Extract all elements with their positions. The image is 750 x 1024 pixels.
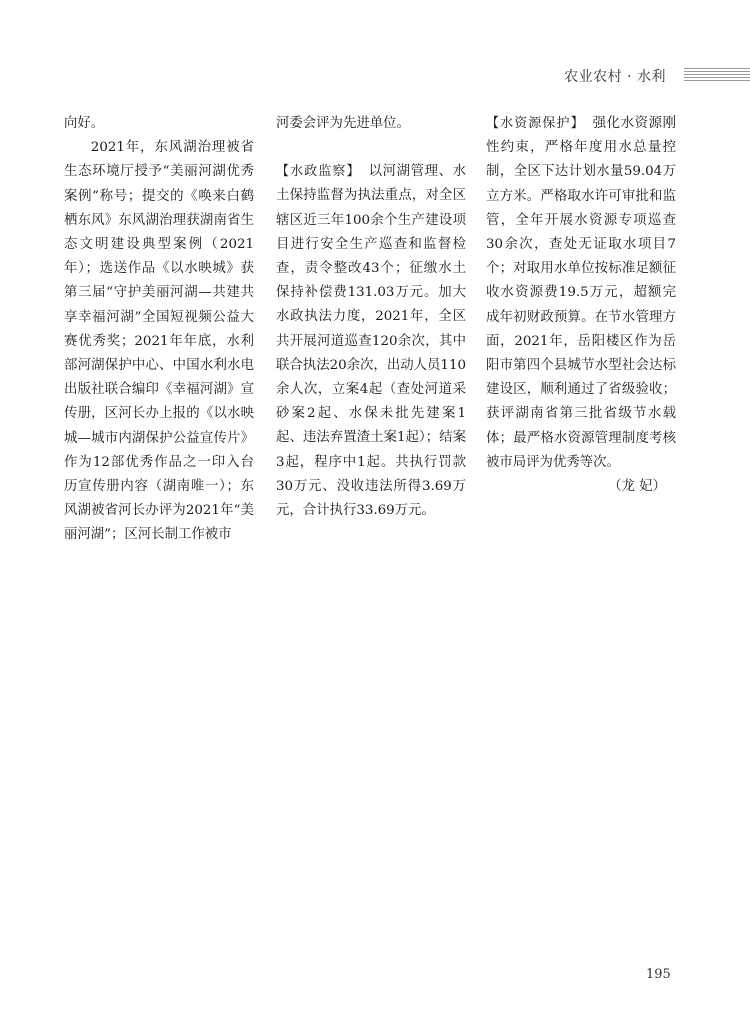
column-1 [64,112,254,548]
paragraph-body: 以河湖管理、水土保持监督为执法重点，对全区辖区近三年100余个生产建设项目进行安全生产巡查和监督检查，责令整改43个；征缴水土保持补偿费131.03万元。加大水政执法力度，2021年，全区共开展河道巡查120余次，其中联合执法20余次，出动人员110余人次，立案4起（查处河道采砂案2起、水保未批先建案1起、违法弃置渣土案1起）；结案3起，程序中1起。共执行罚款30万元、没收违法所得3.69万元，合计执行33.69万元。 [276,164,466,519]
page-number: 195 [646,967,671,982]
paragraph-water-protection [486,112,676,475]
paragraph-body: 强化水资源刚性约束，严格年度用水总量控制，全区下达计划水量59.04万立方米。严格取水许可审批和监管，全年开展水资源专项巡查30余次，查处无证取水项目7个；对取用水单位按标准足额征收水资源费19.5万元，超额完成年初财政预算。在节水管理方面，2021年，岳阳楼区作为岳阳市第四个县城节水型社会达标建设区，顺利通过了省级验收；获评湖南省第三批省级节水载体；最严格水资源管理制度考核被市局评为优秀等次。 [486,116,676,470]
column-2 [276,112,466,523]
section-title: 农业农村 · 水利 [564,69,666,85]
paragraph: 向好。 [64,116,105,131]
paragraph: 河委会评为先进单位。 [276,116,410,131]
section-heading: 【水资源保护】 [486,116,585,131]
author-credit: （龙 妃） [608,479,666,495]
header-decoration [684,68,750,82]
column-3 [486,112,676,499]
paragraph: 2021年，东风湖治理被省生态环境厅授予“美丽河湖优秀案例”称号；提交的《唤来白鹤栖东风》东风湖治理获湖南省生态文明建设典型案例（2021年）；选送作品《以水映城》获第三届“守护美丽河湖—共建共享幸福河湖”全国短视频公益大赛优秀奖；2021年年底，水利部河湖保护中心、中国水利水电出版社联合编印《幸福河湖》宣传册，区河长办上报的《以水映城—城市内湖保护公益宣传片》作为12部优秀作品之一印入台历宣传册内容（湖南唯一）；东风湖被省河长办评为2021年“美丽河湖”；区河长制工作被市 [64,140,254,543]
section-heading: 【水政监察】 [276,164,361,180]
paragraph-water-supervision [276,160,466,523]
